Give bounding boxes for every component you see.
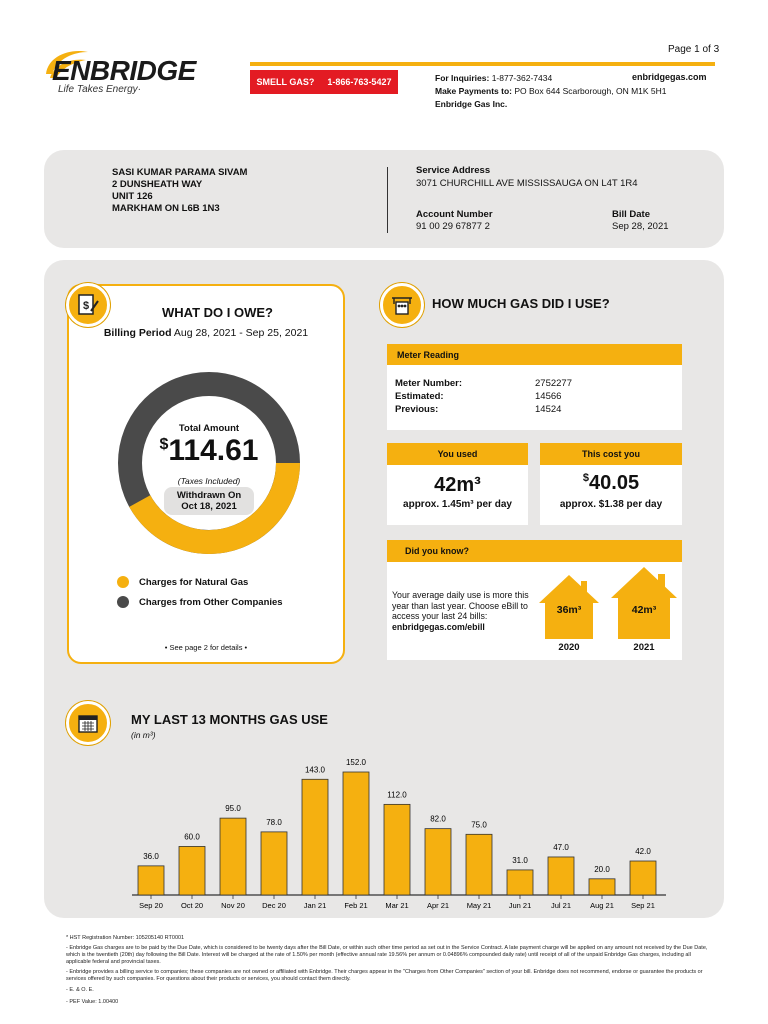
x-tick-label: Sep 20 [139,901,163,910]
did-you-know-message: Your average daily use is more this year than last year. Choose eBill to access your last 24 bills: [392,590,529,621]
bar-jan-21 [302,779,328,895]
bar-value-label: 75.0 [471,820,487,830]
legend-other-swatch [117,596,129,608]
meter-number-label: Meter Number: [395,378,463,389]
customer-line1: 2 DUNSHEATH WAY [112,179,203,190]
x-tick-label: Apr 21 [426,901,450,910]
smell-gas-banner [250,70,398,94]
withdrawn-badge [164,487,254,515]
total-amount-label: Total Amount [178,423,240,434]
address-divider [387,167,388,233]
x-tick-label: Dec 20 [262,901,286,910]
bar-nov-20 [220,818,246,895]
bar-value-label: 112.0 [387,790,407,800]
x-tick-label: Nov 20 [221,901,245,910]
house-2021-icon [609,565,679,641]
bar-value-label: 36.0 [143,851,159,861]
bar-value-label: 31.0 [512,855,528,865]
x-tick-label: Jun 21 [508,901,532,910]
legend-natural-gas-label: Charges for Natural Gas [139,577,249,588]
bill-date-label: Bill Date [612,209,651,220]
chart-subtitle: (in m³) [131,730,156,740]
billing-period-value: Aug 28, 2021 - Sep 25, 2021 [173,327,309,339]
calendar-icon [66,701,110,745]
account-number: 91 00 29 67877 2 [416,221,490,232]
company-name: Enbridge Gas Inc. [435,99,508,109]
payments-address: PO Box 644 Scarborough, ON M1K 5H1 [514,86,667,96]
x-tick-label: Aug 21 [590,901,614,910]
withdrawn-label: Withdrawn On [176,490,242,501]
page-number: Page 1 of 3 [668,44,720,55]
customer-name: SASI KUMAR PARAMA SIVAM [112,167,248,178]
bar-value-label: 82.0 [430,814,446,824]
billing-period-label: Billing Period [103,327,172,339]
bar-feb-21 [343,772,369,895]
bill-date: Sep 28, 2021 [612,221,669,232]
owe-title: WHAT DO I OWE? [162,305,273,320]
inquiries-phone[interactable]: 1-877-362-7434 [491,73,553,83]
late-payment-note: - Enbridge Gas charges are to be paid by the Due Date, which is considered to be twenty days after the Bill Date, or within such other time period as set out in the Service Contract. A late payment charge will be applied on any amount not received by the Due Date, which is the twentieth (20th) day following the Bill Date. Interest will be charged at the rate of 1.50% per month (effective annual rate 19.56% per annum or 0.04896% compounded daily rate) until receipt of all of the unpaid Enbridge Gas charges, including all applicable federal and provincial taxes. [66,945,708,965]
gas-meter-icon [380,283,424,327]
bar-sep-21 [630,861,656,895]
house-2020-year: 2020 [558,642,580,653]
previous-label: Previous: [395,404,439,415]
bar-sep-20 [138,866,164,895]
smell-gas-label: SMELL GAS? [256,77,315,87]
usage-title: HOW MUCH GAS DID I USE? [432,296,610,311]
bar-dec-20 [261,832,287,895]
bar-value-label: 95.0 [225,804,241,814]
estimated-label: Estimated: [395,391,444,402]
bar-value-label: 143.0 [304,765,326,775]
cost-value: 40.05 [589,472,640,494]
legend-other-label: Charges from Other Companies [139,597,283,608]
bar-value-label: 42.0 [635,847,651,857]
bar-jul-21 [548,857,574,895]
bar-jun-21 [507,870,533,895]
brand-name: ENBRIDGE [52,55,196,86]
x-tick-label: Feb 21 [344,901,368,910]
smell-gas-phone[interactable]: 1-866-763-5427 [327,77,392,87]
brand-tagline: Life Takes Energy· [58,84,142,95]
total-amount [114,434,304,468]
service-address-label: Service Address [416,165,491,176]
inquiries-label: For Inquiries: [435,73,490,83]
bar-value-label: 78.0 [266,817,282,827]
total-currency: $ [159,436,169,453]
website-link[interactable]: enbridgegas.com [632,72,707,82]
cost-currency: $ [582,472,590,484]
x-tick-label: May 21 [466,901,492,910]
meter-values [535,377,572,416]
used-daily: approx. 1.45m³ per day [403,499,512,510]
used-amount: 42m³ [434,474,481,496]
bar-may-21 [466,834,492,895]
bill-dollar-icon [66,283,110,327]
eoe-note: - E. & O. E. [66,987,94,993]
account-number-label: Account Number [416,209,493,220]
estimated-reading: 14566 [535,391,562,402]
cost-header: This cost you [540,443,682,465]
customer-line2: UNIT 126 [112,191,153,202]
meter-labels [395,377,462,416]
cost-daily: approx. $1.38 per day [559,499,663,510]
customer-address [112,167,247,215]
monthly-usage-chart [126,750,676,916]
house-2021-year: 2021 [633,642,655,653]
bar-value-label: 20.0 [594,864,610,874]
did-you-know-header: Did you know? [387,540,682,562]
bar-oct-20 [179,846,205,895]
payments-label: Make Payments to: [435,86,512,96]
cost-amount [540,472,682,495]
x-tick-label: Jan 21 [303,901,327,910]
bar-value-label: 152.0 [345,758,367,767]
taxes-note: (Taxes Included) [177,476,241,486]
house-2020-value: 36m³ [556,604,582,616]
bar-mar-21 [384,804,410,895]
billing-period [67,327,345,339]
customer-line3: MARKHAM ON L6B 1N3 [112,203,220,214]
total-amount-value: 114.61 [168,434,259,467]
did-you-know-text [392,590,538,632]
bar-aug-21 [589,879,615,895]
footer-notes [66,935,716,1006]
billing-service-note: - Enbridge provides a billing service to companies; these companies are not owned or affiliated with Enbridge. Their charges appear in the "Charges from Other Companies" section of your bill. Enbridge does not recommend, endorse or guarantee the products or services offered by such companies. For questions about their products or services, you should contact them directly. [66,969,703,982]
pef-note: - PEF Value: 1.00400 [66,999,119,1005]
bar-value-label: 47.0 [553,842,569,852]
x-tick-label: Sep 21 [631,901,655,910]
you-used-header: You used [387,443,528,465]
service-address: 3071 CHURCHILL AVE MISSISSAUGA ON L4T 1R4 [416,178,638,189]
meter-number: 2752277 [535,378,572,389]
chart-title: MY LAST 13 MONTHS GAS USE [131,712,328,727]
svg-text:$: $ [82,300,90,312]
x-tick-label: Mar 21 [385,901,409,910]
hst-note: * HST Registration Number: 105205140 RT0001 [66,935,185,941]
bar-value-label: 60.0 [184,832,200,842]
bar-apr-21 [425,829,451,895]
previous-reading: 14524 [535,404,562,415]
ebill-link[interactable]: enbridgegas.com/ebill [392,621,485,632]
legend-natural-gas-swatch [117,576,129,588]
meter-reading-header: Meter Reading [387,344,682,365]
see-details-note: • See page 2 for details • [164,643,248,652]
withdrawn-date: Oct 18, 2021 [181,501,237,512]
house-2021-value: 42m³ [631,604,657,616]
x-tick-label: Oct 20 [180,901,204,910]
x-tick-label: Jul 21 [550,901,572,910]
header-divider [250,62,715,66]
